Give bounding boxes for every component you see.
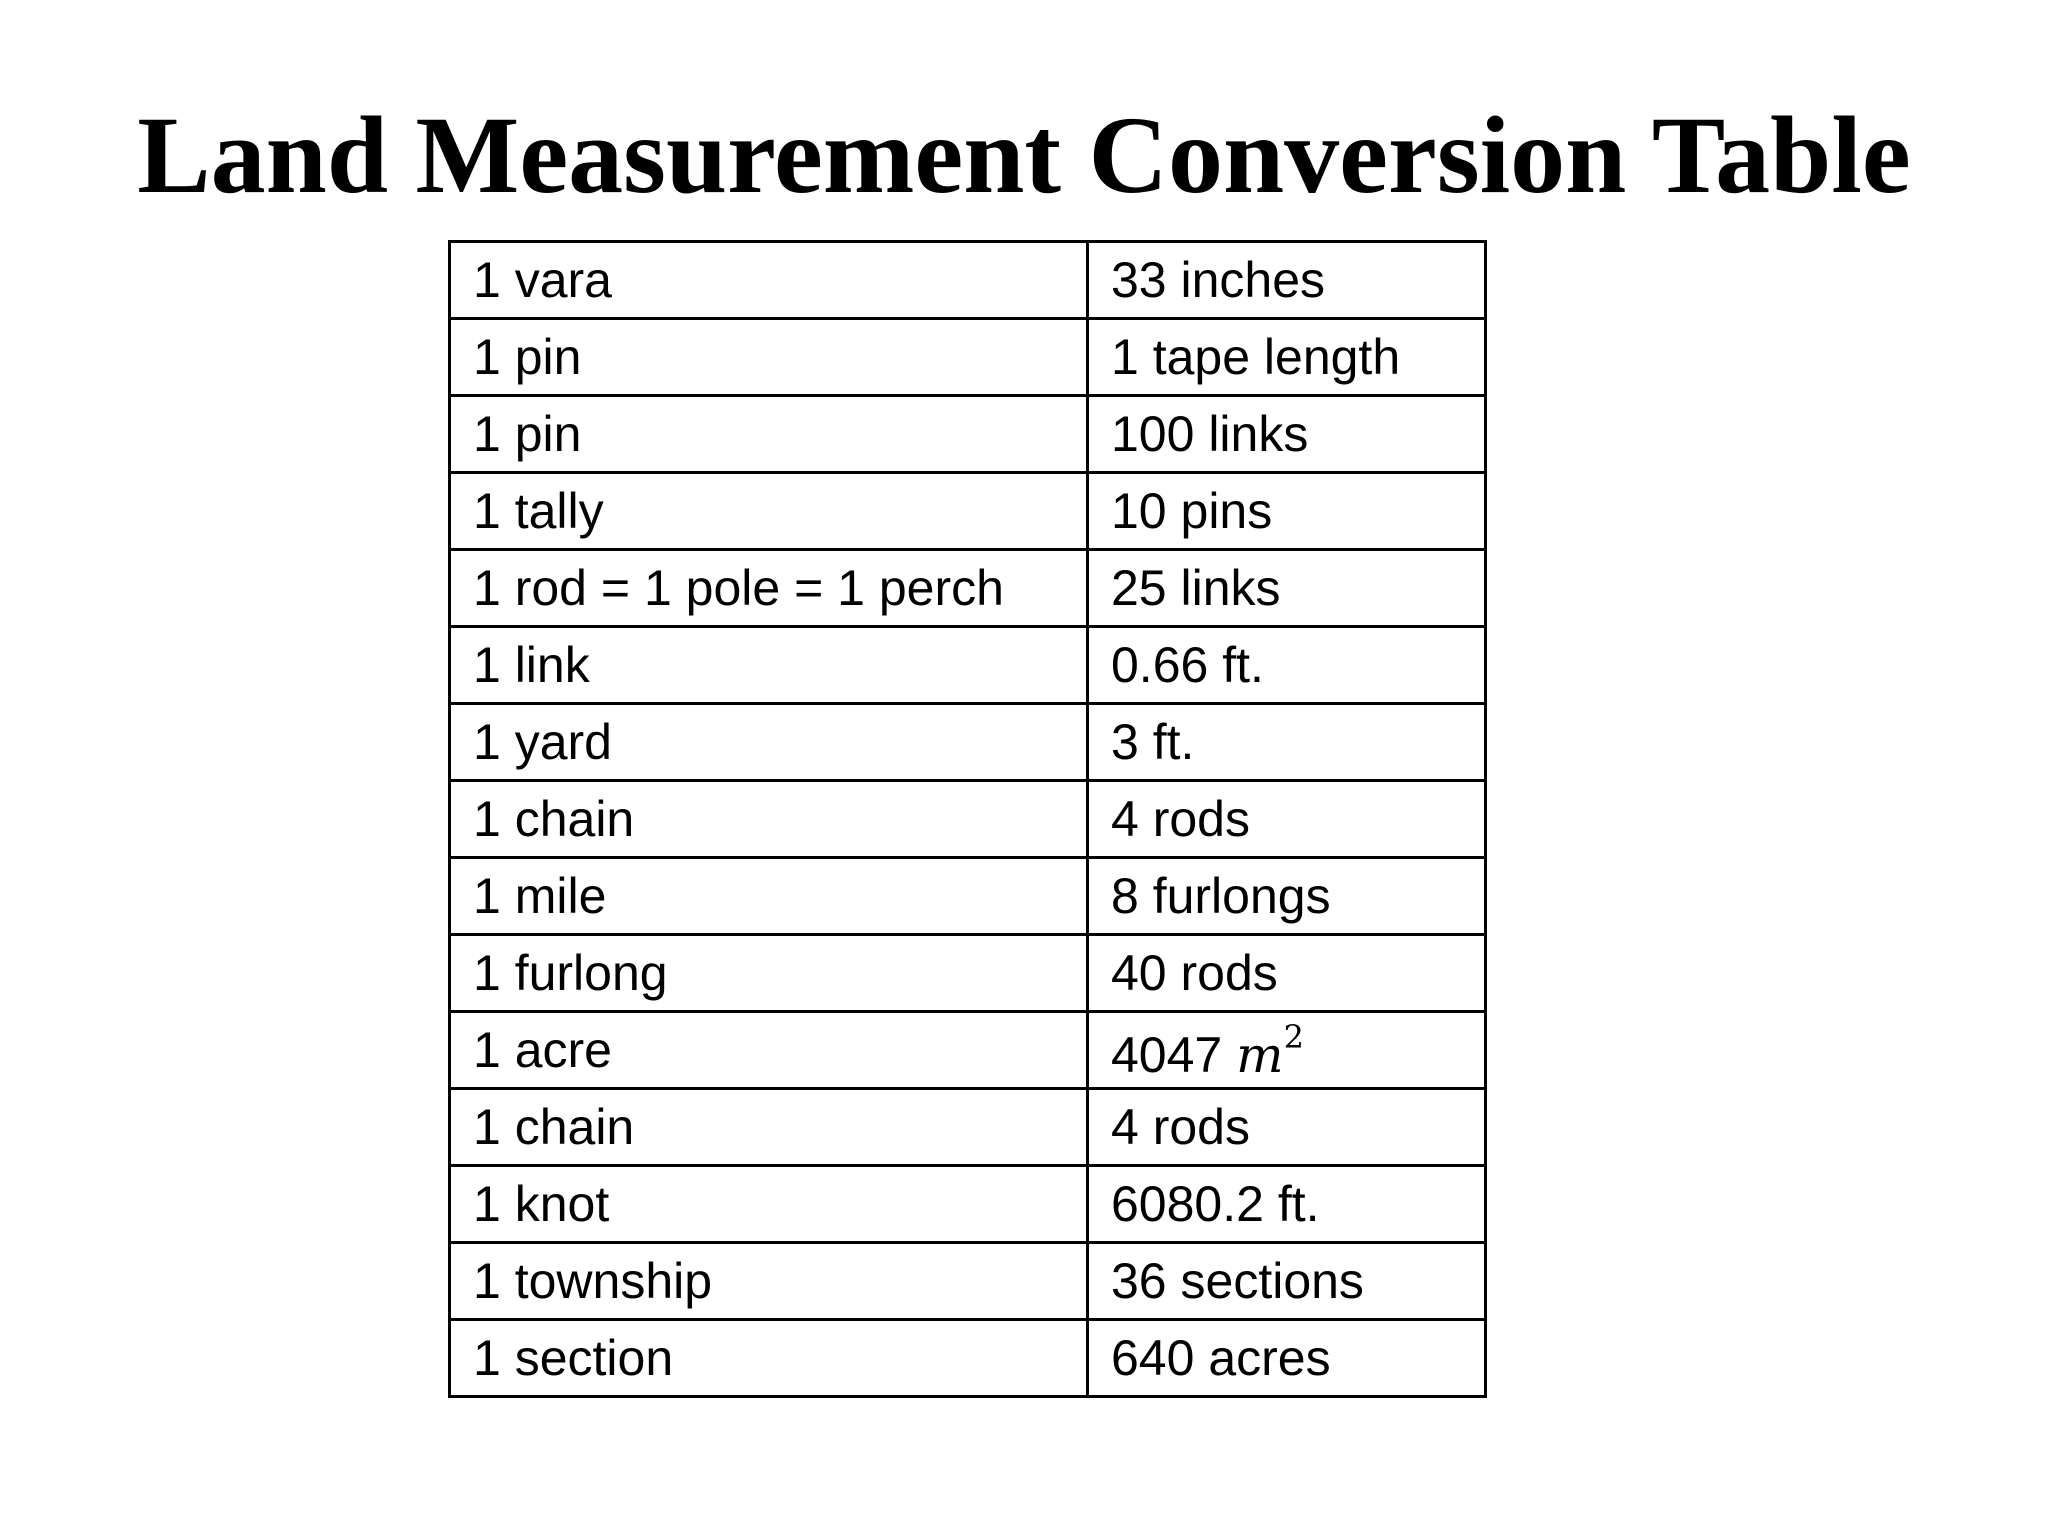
equivalent-cell: 4 rods — [1088, 781, 1486, 858]
table-row — [450, 550, 1486, 627]
equivalent-cell: 1 tape length — [1088, 319, 1486, 396]
unit-cell: 1 pin — [450, 396, 1088, 473]
equivalent-cell: 25 links — [1088, 550, 1486, 627]
conversion-table-body — [450, 242, 1486, 1397]
table-row — [450, 1243, 1486, 1320]
table-row — [450, 242, 1486, 319]
unit-cell: 1 yard — [450, 704, 1088, 781]
unit-cell: 1 chain — [450, 1089, 1088, 1166]
conversion-table — [448, 240, 1487, 1398]
equivalent-cell: 3 ft. — [1088, 704, 1486, 781]
equivalent-cell: 10 pins — [1088, 473, 1486, 550]
table-row — [450, 781, 1486, 858]
table-row — [450, 704, 1486, 781]
equivalent-cell: 100 links — [1088, 396, 1486, 473]
equivalent-cell: 6080.2 ft. — [1088, 1166, 1486, 1243]
equivalent-cell — [1088, 1012, 1486, 1089]
table-row — [450, 1089, 1486, 1166]
table-row — [450, 1012, 1486, 1089]
equivalent-unit: m — [1236, 1025, 1284, 1084]
unit-cell: 1 tally — [450, 473, 1088, 550]
table-row — [450, 935, 1486, 1012]
table-row — [450, 473, 1486, 550]
equivalent-cell: 33 inches — [1088, 242, 1486, 319]
unit-cell: 1 knot — [450, 1166, 1088, 1243]
equivalent-cell: 8 furlongs — [1088, 858, 1486, 935]
table-row — [450, 1166, 1486, 1243]
unit-cell: 1 mile — [450, 858, 1088, 935]
table-row — [450, 319, 1486, 396]
unit-cell: 1 vara — [450, 242, 1088, 319]
table-row — [450, 858, 1486, 935]
unit-cell: 1 furlong — [450, 935, 1088, 1012]
equivalent-cell: 36 sections — [1088, 1243, 1486, 1320]
equivalent-cell: 640 acres — [1088, 1320, 1486, 1397]
equivalent-cell: 4 rods — [1088, 1089, 1486, 1166]
unit-cell: 1 link — [450, 627, 1088, 704]
page-title: Land Measurement Conversion Table — [137, 94, 1911, 216]
table-row — [450, 1320, 1486, 1397]
equivalent-exponent: 2 — [1283, 1017, 1304, 1056]
table-row — [450, 396, 1486, 473]
table-row — [450, 627, 1486, 704]
unit-cell: 1 acre — [450, 1012, 1088, 1089]
equivalent-cell: 0.66 ft. — [1088, 627, 1486, 704]
unit-cell: 1 pin — [450, 319, 1088, 396]
unit-cell: 1 township — [450, 1243, 1088, 1320]
equivalent-cell: 40 rods — [1088, 935, 1486, 1012]
equivalent-value: 4047 — [1111, 1026, 1223, 1083]
unit-cell: 1 rod = 1 pole = 1 perch — [450, 550, 1088, 627]
unit-cell: 1 chain — [450, 781, 1088, 858]
unit-cell: 1 section — [450, 1320, 1088, 1397]
